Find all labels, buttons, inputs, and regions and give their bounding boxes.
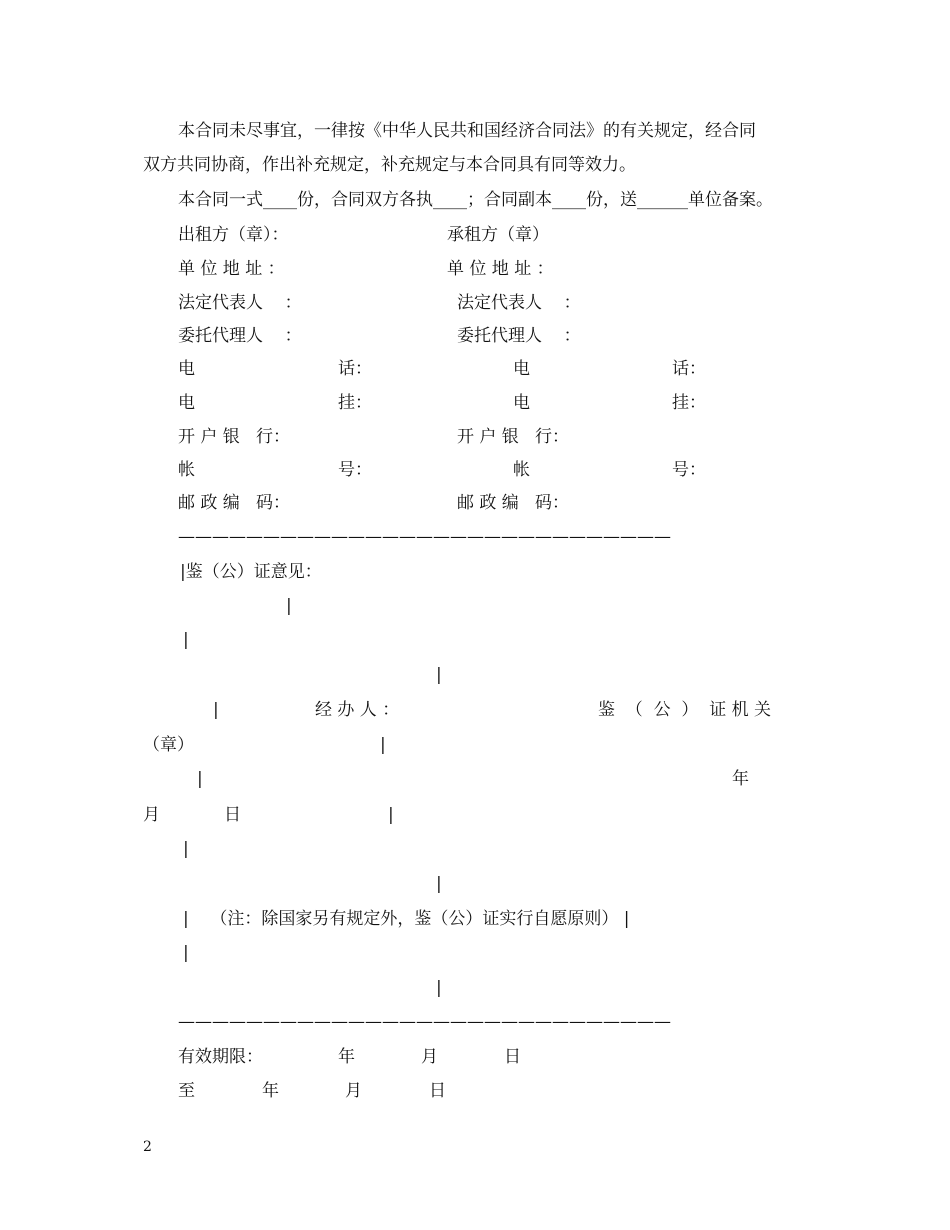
validity-to-day: 日 xyxy=(429,1081,446,1101)
box-bar-6: | xyxy=(197,769,203,789)
handler-label: 经 办 人 ： xyxy=(315,700,400,720)
lessor-address-label: 单 位 地 址 ： xyxy=(178,259,285,279)
box-day-label: 日 xyxy=(224,805,241,825)
paragraph-line-2: 双方共同协商，作出补充规定，补充规定与本合同具有同等效力。 xyxy=(143,155,636,175)
lessor-account-label-b: 号： xyxy=(338,460,372,480)
copies-line: 本合同一式____份，合同双方各执____；合同副本____份，送______单位备案。 xyxy=(178,190,773,210)
lessee-title: 承租方（章） xyxy=(447,225,549,245)
box-bottom-rule: ————————————————————————————— xyxy=(178,1012,671,1032)
lessee-account-label-b: 号： xyxy=(672,460,706,480)
lessor-bank-label: 开 户 银 行： xyxy=(178,427,291,447)
validity-from-day: 日 xyxy=(504,1047,521,1067)
box-bar-2: | xyxy=(183,630,189,650)
lessor-phone-label-a: 电 xyxy=(178,359,195,379)
lessee-postcode-label: 邮 政 编 码： xyxy=(457,493,570,513)
box-bar-10: | xyxy=(183,943,189,963)
validity-to-month: 月 xyxy=(345,1081,362,1101)
lessee-phone-label-a: 电 xyxy=(513,359,530,379)
lessor-rep-label: 法定代表人 ： xyxy=(178,293,302,313)
lessor-phone-label-b: 话： xyxy=(338,359,372,379)
validity-from-year: 年 xyxy=(338,1047,355,1067)
lessor-fax-label-b: 挂： xyxy=(338,393,372,413)
lessor-postcode-label: 邮 政 编 码： xyxy=(178,493,291,513)
box-bar-9: | xyxy=(436,874,442,894)
box-bar-8: | xyxy=(183,839,189,859)
notary-opinion-label: |鉴（公）证意见： xyxy=(180,562,322,582)
lessor-agent-label: 委托代理人 ： xyxy=(178,326,302,346)
lessee-phone-label-b: 话： xyxy=(672,359,706,379)
page-number: 2 xyxy=(143,1139,152,1155)
box-month-label: 月 xyxy=(143,805,160,825)
box-bar-11: | xyxy=(436,978,442,998)
seal-label: （章） xyxy=(143,735,194,755)
lessee-address-label: 单 位 地 址 ： xyxy=(447,259,554,279)
validity-from-month: 月 xyxy=(421,1047,438,1067)
box-bar-4: | xyxy=(213,700,219,720)
box-bar-3: | xyxy=(436,665,442,685)
notary-authority-label: 鉴 （ 公 ） 证 机 关 xyxy=(598,700,772,720)
notary-note: | （注：除国家另有规定外，鉴（公）证实行自愿原则） | xyxy=(183,909,630,929)
box-bar-5: | xyxy=(380,735,386,755)
lessee-agent-label: 委托代理人 ： xyxy=(457,326,581,346)
box-top-rule: ————————————————————————————— xyxy=(178,527,671,547)
lessor-fax-label-a: 电 xyxy=(178,393,195,413)
lessee-rep-label: 法定代表人 ： xyxy=(457,293,581,313)
validity-to-year: 年 xyxy=(262,1081,279,1101)
box-bar-7: | xyxy=(388,805,394,825)
lessee-bank-label: 开 户 银 行： xyxy=(457,427,570,447)
box-bar-1: | xyxy=(286,596,292,616)
lessor-title: 出租方（章）： xyxy=(178,225,289,245)
lessee-account-label-a: 帐 xyxy=(513,460,530,480)
validity-to-label: 至 xyxy=(178,1081,195,1101)
lessee-fax-label-b: 挂： xyxy=(672,393,706,413)
lessee-fax-label-a: 电 xyxy=(513,393,530,413)
lessor-account-label-a: 帐 xyxy=(178,460,195,480)
validity-label: 有效期限： xyxy=(178,1047,263,1067)
paragraph-line-1: 本合同未尽事宜，一律按《中华人民共和国经济合同法》的有关规定，经合同 xyxy=(178,121,756,141)
box-year-label: 年 xyxy=(732,769,749,789)
